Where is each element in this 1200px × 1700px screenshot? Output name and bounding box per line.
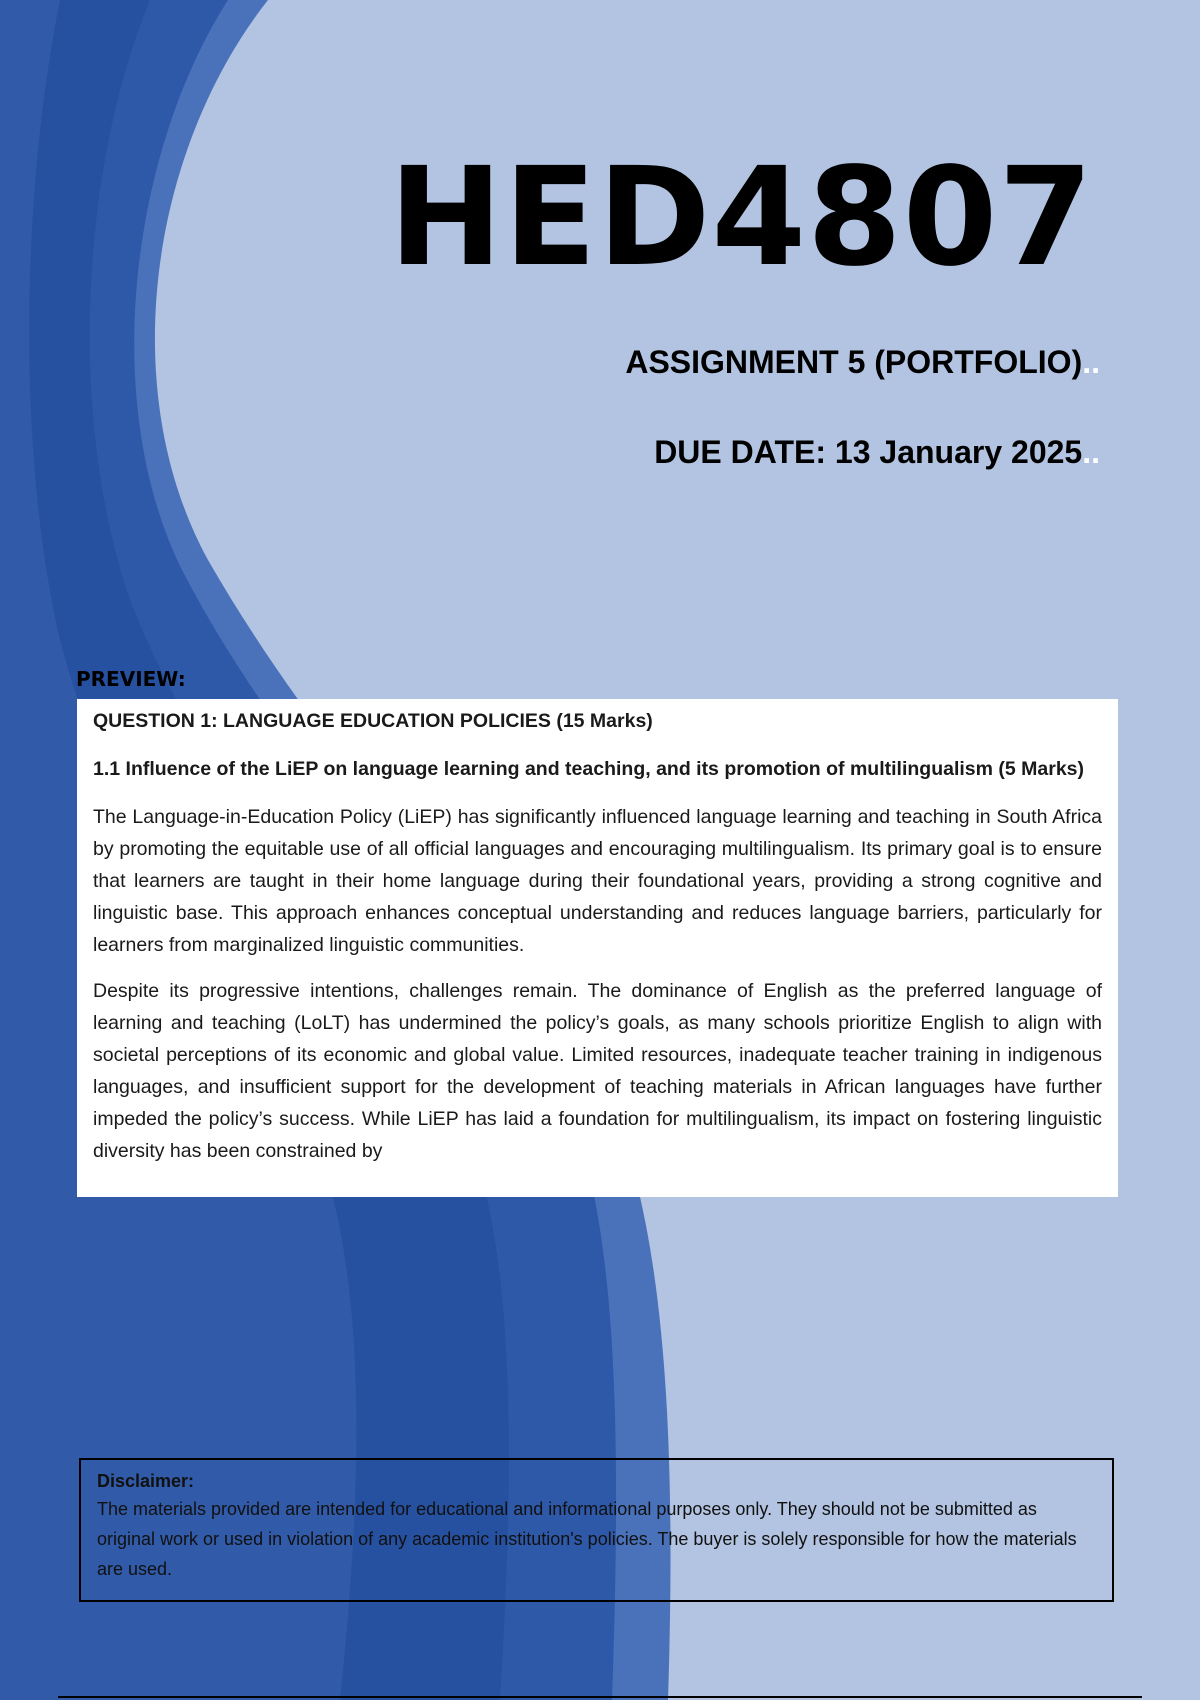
sub-question-heading: 1.1 Influence of the LiEP on language learning and teaching, and its promotion of multilingualism (5 Marks)	[93, 758, 1085, 780]
preview-paragraph-2: Despite its progressive intentions, challenges remain. The dominance of English as the preferred language of learning and teaching (LoLT) has undermined the policy’s goals, as many schools prioritize English to align with societal perceptions of its economic and global value. Limited resources, inadequate teacher training in indigenous languages, and insufficient support for the development of teaching materials in African languages have further impeded the policy’s success. While LiEP has laid a foundation for multilingualism, its impact on fostering linguistic diversity has been constrained by	[93, 980, 1102, 1162]
assignment-title	[625, 344, 1100, 381]
question-heading: QUESTION 1: LANGUAGE EDUCATION POLICIES (15 Marks)	[93, 710, 653, 732]
due-date-trailing-dots: ..	[1082, 434, 1100, 470]
disclaimer-box	[79, 1458, 1114, 1602]
due-date	[654, 434, 1100, 471]
assignment-text: ASSIGNMENT 5 (PORTFOLIO)	[625, 344, 1083, 380]
assignment-trailing-dots: ..	[1082, 344, 1100, 380]
due-date-text: DUE DATE: 13 January 2025	[654, 434, 1083, 470]
preview-paragraph-1: The Language-in-Education Policy (LiEP) has significantly influenced language learning and teaching in South Africa by promoting the equitable use of all official languages and encouraging multilingualism. Its primary goal is to ensure that learners are taught in their home language during their foundational years, providing a strong cognitive and linguistic base. This approach enhances conceptual understanding and reduces language barriers, particularly for learners from marginalized linguistic communities.	[93, 806, 1102, 956]
disclaimer-title: Disclaimer:	[97, 1471, 195, 1491]
preview-content-box	[77, 699, 1118, 1197]
preview-label: PREVIEW:	[76, 667, 186, 691]
course-code-title: HED4807	[388, 139, 1094, 297]
disclaimer-text: The materials provided are intended for educational and informational purposes only. They should not be submitted as original work or used in violation of any academic institution's policies. The buyer is solely responsible for how the materials are used.	[97, 1499, 1077, 1579]
footer-divider	[58, 1696, 1142, 1698]
